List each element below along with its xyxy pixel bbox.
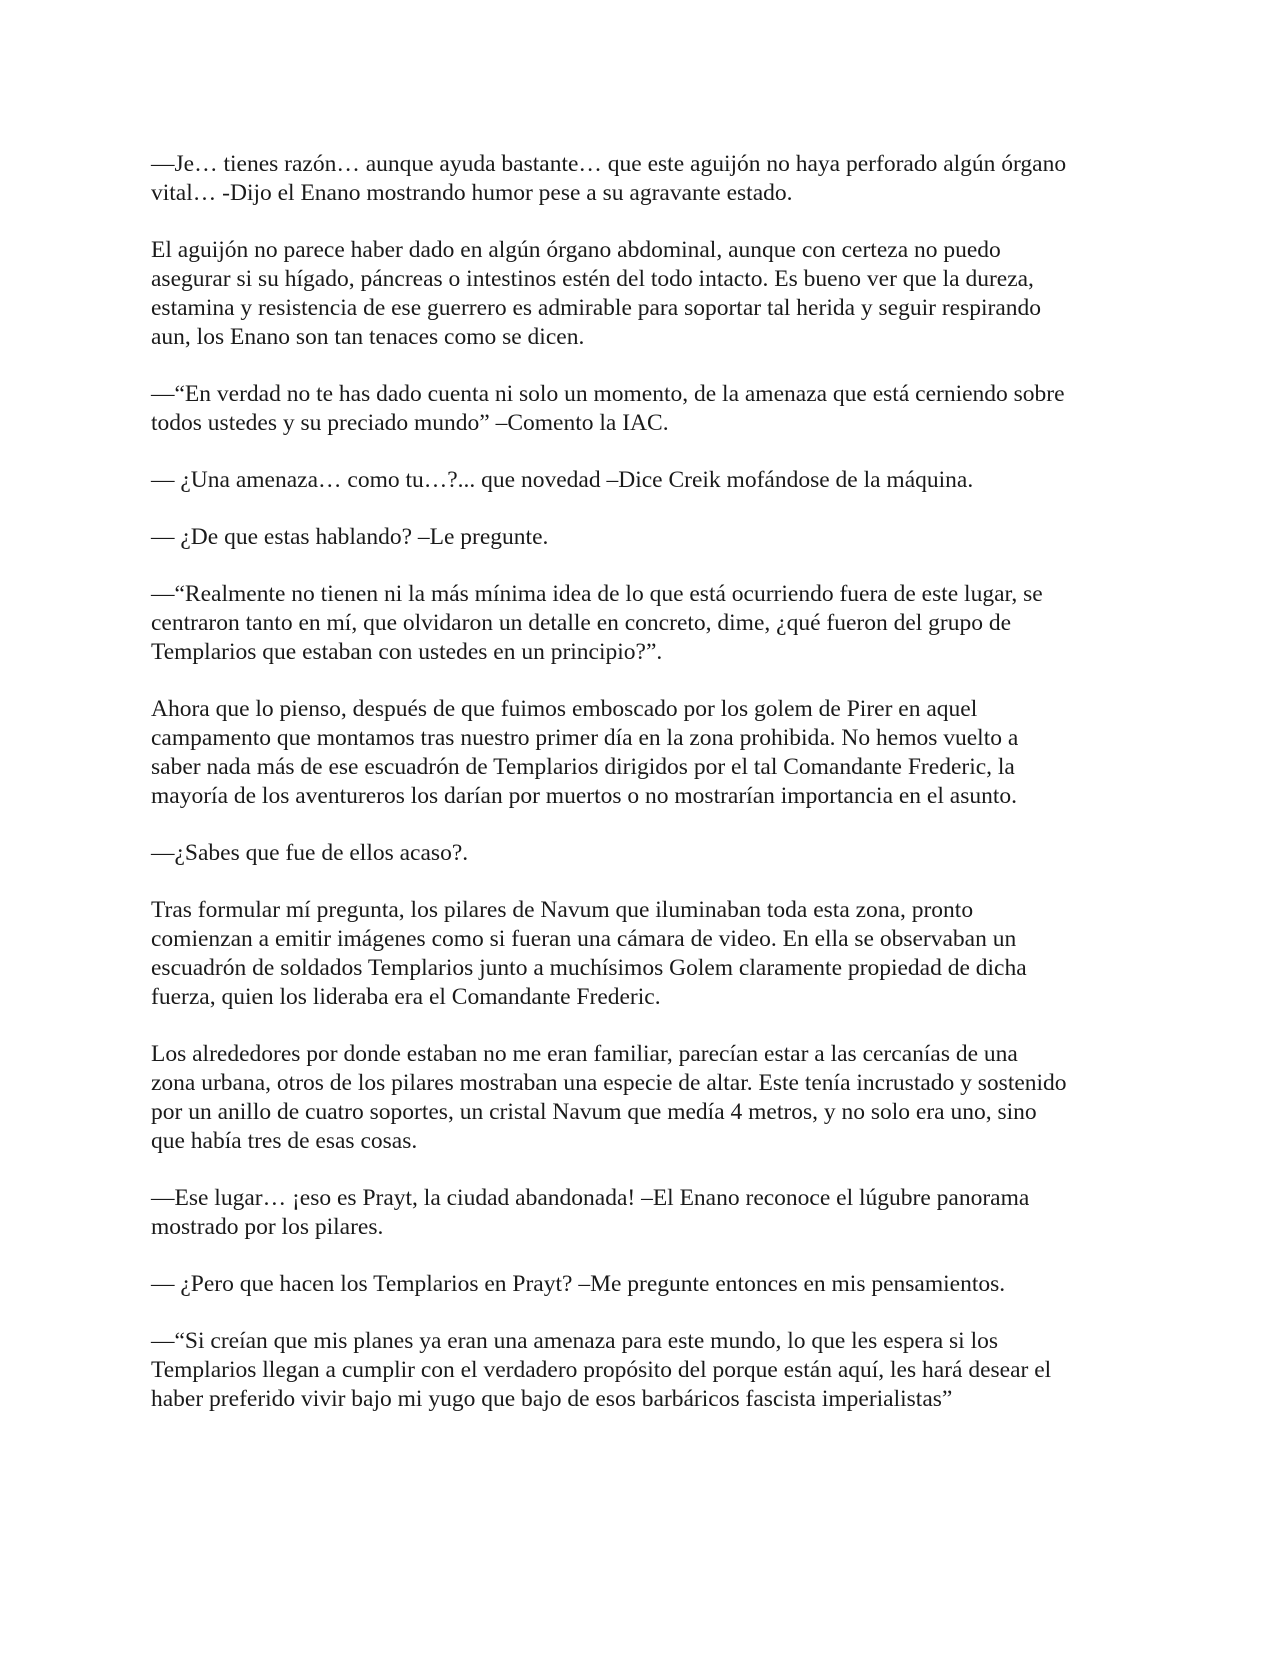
text-line: campamento que montamos tras nuestro primer día en la zona prohibida. No hemos vuelto a xyxy=(151,725,1019,751)
paragraph xyxy=(151,1040,1141,1156)
text-line: —“Si creían que mis planes ya eran una amenaza para este mundo, lo que les espera si los xyxy=(151,1328,998,1354)
text-line: aun, los Enano son tan tenaces como se dicen. xyxy=(151,324,585,350)
paragraph xyxy=(151,150,1141,208)
paragraph xyxy=(151,380,1141,438)
text-line: Ahora que lo pienso, después de que fuimos emboscado por los golem de Pirer en aquel xyxy=(151,696,978,722)
paragraph xyxy=(151,236,1141,352)
text-line: saber nada más de ese escuadrón de Templarios dirigidos por el tal Comandante Frederic, la xyxy=(151,754,1015,780)
text-line: Templarios llegan a cumplir con el verdadero propósito del porque están aquí, les hará desear el xyxy=(151,1357,1052,1383)
text-line: — ¿Una amenaza… como tu…?... que novedad –Dice Creik mofándose de la máquina. xyxy=(151,467,974,493)
text-line: que había tres de esas cosas. xyxy=(151,1128,418,1154)
text-line: —Je… tienes razón… aunque ayuda bastante… que este aguijón no haya perforado algún órgano xyxy=(151,151,1067,177)
paragraph xyxy=(151,1327,1141,1414)
text-line: estamina y resistencia de ese guerrero es admirable para soportar tal herida y seguir respirando xyxy=(151,295,1042,321)
text-line: —Ese lugar… ¡eso es Prayt, la ciudad abandonada! –El Enano reconoce el lúgubre panorama xyxy=(151,1185,1030,1211)
text-line: Los alrededores por donde estaban no me eran familiar, parecían estar a las cercanías de una xyxy=(151,1041,1018,1067)
text-line: comienzan a emitir imágenes como si fueran una cámara de video. En ella se observaban un xyxy=(151,926,1017,952)
text-line: fuerza, quien los lideraba era el Comandante Frederic. xyxy=(151,984,661,1010)
text-line: —¿Sabes que fue de ellos acaso?. xyxy=(151,840,469,866)
text-line: haber preferido vivir bajo mi yugo que bajo de esos barbáricos fascista imperialistas” xyxy=(151,1386,953,1412)
text-line: todos ustedes y su preciado mundo” –Comento la IAC. xyxy=(151,410,669,436)
text-line: — ¿Pero que hacen los Templarios en Prayt? –Me pregunte entonces en mis pensamientos. xyxy=(151,1271,1006,1297)
text-line: Templarios que estaban con ustedes en un principio?”. xyxy=(151,639,663,665)
text-line: mostrado por los pilares. xyxy=(151,1214,384,1240)
text-line: mayoría de los aventureros los darían por muertos o no mostrarían importancia en el asunto. xyxy=(151,783,1017,809)
paragraph xyxy=(151,1184,1141,1242)
text-line: —“Realmente no tienen ni la más mínima idea de lo que está ocurriendo fuera de este lugar, se xyxy=(151,581,1043,607)
text-line: asegurar si su hígado, páncreas o intestinos estén del todo intacto. Es bueno ver que la dureza, xyxy=(151,266,1034,292)
text-line: — ¿De que estas hablando? –Le pregunte. xyxy=(151,524,549,550)
text-line: —“En verdad no te has dado cuenta ni solo un momento, de la amenaza que está cerniendo sobre xyxy=(151,381,1065,407)
paragraph xyxy=(151,896,1141,1012)
text-line: escuadrón de soldados Templarios junto a muchísimos Golem claramente propiedad de dicha xyxy=(151,955,1027,981)
paragraph xyxy=(151,523,1141,552)
text-line: por un anillo de cuatro soportes, un cristal Navum que medía 4 metros, y no solo era uno, sino xyxy=(151,1099,1037,1125)
paragraph xyxy=(151,695,1141,811)
paragraph xyxy=(151,466,1141,495)
document-page xyxy=(151,150,1141,1442)
text-line: zona urbana, otros de los pilares mostraban una especie de altar. Este tenía incrustado y sostenido xyxy=(151,1070,1067,1096)
paragraph xyxy=(151,580,1141,667)
paragraph xyxy=(151,1270,1141,1299)
text-line: Tras formular mí pregunta, los pilares de Navum que iluminaban toda esta zona, pronto xyxy=(151,897,974,923)
text-line: vital… -Dijo el Enano mostrando humor pese a su agravante estado. xyxy=(151,180,793,206)
text-line: El aguijón no parece haber dado en algún órgano abdominal, aunque con certeza no puedo xyxy=(151,237,1001,263)
paragraph xyxy=(151,839,1141,868)
text-line: centraron tanto en mí, que olvidaron un detalle en concreto, dime, ¿qué fueron del grupo de xyxy=(151,610,1012,636)
